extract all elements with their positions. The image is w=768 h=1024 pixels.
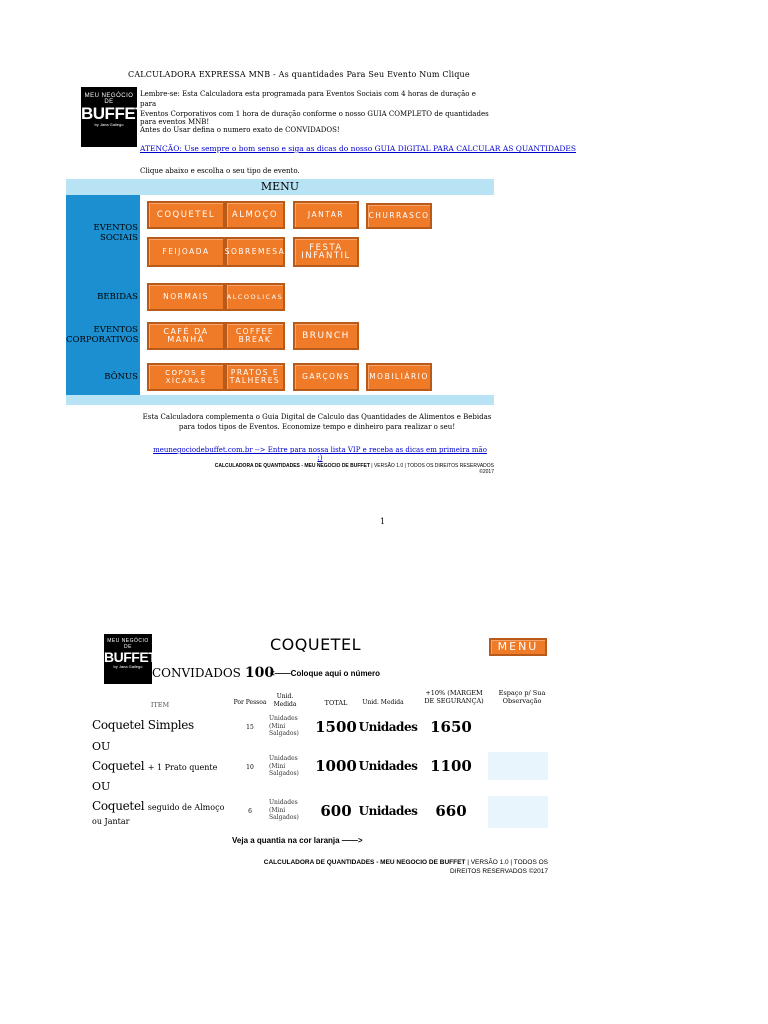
- menu-header: MENU: [66, 179, 494, 195]
- festa-infantil-button[interactable]: FESTA INFANTIL: [293, 237, 359, 267]
- garcons-button[interactable]: GARÇONS: [293, 363, 359, 391]
- section-title: COQUETEL: [270, 635, 361, 654]
- ou-separator: OU: [92, 740, 111, 753]
- unit-measure: Unidades: [358, 759, 418, 773]
- observation-field[interactable]: [488, 752, 548, 780]
- guests-value[interactable]: 100: [244, 665, 275, 681]
- header-observation: Espaço p/ Sua Observação: [498, 689, 546, 705]
- pratos-e-talheres-button[interactable]: PRATOS E TALHERES: [225, 363, 285, 391]
- guests-field[interactable]: CONVIDADOS 100: [152, 665, 275, 681]
- category-bebidas: BEBIDAS: [97, 292, 138, 302]
- category-eventos-corporativos: EVENTOS CORPORATIVOS: [66, 325, 139, 345]
- margin-value: 1650: [430, 718, 472, 736]
- guests-hint: <——Coloque aqui o número: [270, 669, 381, 678]
- hint-text: Veja a quantia na cor laranja ——>: [232, 836, 363, 845]
- feijoada-button[interactable]: FEIJOADA: [147, 237, 225, 267]
- reminder-text: Lembre-se: Esta Calculadora esta programada para Eventos Sociais com 4 horas de duração e para Eventos Corporativos com 1 hora de duração conforme o nosso GUIA COMPLETO de quantidades para eventos MNB! Antes do Usar defina o numero exato de CONVIDADOS!: [140, 90, 489, 134]
- footer: CALCULADORA DE QUANTIDADES - MEU NEGOCIO DE BUFFET | VERSÃO 1.0 | TODOS OS DIREITOS RESERVADOS ©2017: [263, 859, 548, 875]
- unit-text: Unidades (Mini Salgados): [269, 799, 299, 821]
- header-unit: Unid. Medida: [273, 693, 297, 708]
- page-title: CALCULADORA EXPRESSA MNB - As quantidades Para Seu Evento Num Clique: [128, 70, 470, 79]
- mobiliario-button[interactable]: MOBILIÁRIO: [366, 363, 432, 391]
- buffet-logo: MEU NEGÓCIO DE BUFFET by Jana Gallego: [104, 634, 152, 684]
- total-value: 1500: [315, 718, 357, 736]
- item-name: Coquetel seguido de Almoço ou Jantar: [92, 799, 225, 826]
- churrasco-button[interactable]: CHURRASCO: [366, 203, 432, 229]
- category-bonus: BÔNUS: [104, 372, 138, 382]
- menu-footer-bar: [66, 395, 494, 405]
- sobremesa-button[interactable]: SOBREMESA: [225, 237, 285, 267]
- almoco-button[interactable]: ALMOÇO: [225, 201, 285, 229]
- margin-value: 1100: [430, 757, 472, 775]
- item-name: Coquetel Simples: [92, 718, 194, 732]
- coffee-break-button[interactable]: COFFEE BREAK: [225, 322, 285, 350]
- buffet-logo: MEU NEGÓCIO DE BUFFET by Jana Gallego: [81, 87, 137, 147]
- attention-link[interactable]: ATENÇÃO: Use sempre o bom senso e siga as dicas do nosso GUIA DIGITAL PARA CALCULAR AS QUANTIDADES: [140, 144, 577, 153]
- unit-text: Unidades (Mini Salgados): [269, 715, 299, 737]
- header-margin: +10% (MARGEM DE SEGURANÇA): [424, 689, 484, 705]
- brunch-button[interactable]: BRUNCH: [293, 322, 359, 350]
- item-name: Coquetel + 1 Prato quente: [92, 759, 218, 773]
- cafe-da-manha-button[interactable]: CAFÉ DA MANHÃ: [147, 322, 225, 350]
- coquetel-button[interactable]: COQUETEL: [147, 201, 225, 229]
- page-number: 1: [380, 517, 386, 526]
- footer: CALCULADORA DE QUANTIDADES - MEU NEGOCIO DE BUFFET | VERSÃO 1.0 | TODOS OS DIREITOS RESERVADOS ©2017: [214, 463, 494, 475]
- header-total: TOTAL: [324, 699, 348, 707]
- header-per-person: Por Pessoa: [233, 699, 267, 706]
- margin-value: 660: [435, 802, 467, 820]
- per-person-value: 6: [248, 808, 252, 815]
- jantar-button[interactable]: JANTAR: [293, 201, 359, 229]
- unit-measure: Unidades: [358, 804, 418, 818]
- per-person-value: 15: [246, 724, 254, 731]
- per-person-value: 10: [246, 764, 254, 771]
- unit-text: Unidades (Mini Salgados): [269, 755, 299, 777]
- instruction-text: Clique abaixo e escolha o seu tipo de evento.: [140, 167, 300, 175]
- category-eventos-sociais: EVENTOS SOCIAIS: [93, 223, 138, 243]
- observation-field[interactable]: [488, 796, 548, 828]
- total-value: 1000: [315, 757, 357, 775]
- unit-measure: Unidades: [358, 720, 418, 734]
- header-item: ITEM: [150, 701, 170, 709]
- alcoolicas-button[interactable]: ALCOOLICAS: [225, 283, 285, 311]
- ou-separator: OU: [92, 780, 111, 793]
- vip-link[interactable]: meunegociodebuffet.com.br --> Entre para nossa lista VIP e receba as dicas em primeira mão ;): [153, 446, 487, 462]
- copos-e-xicaras-button[interactable]: COPOS E XÍCARAS: [147, 363, 225, 391]
- header-unit-2: Unid. Medida: [362, 699, 404, 706]
- total-value: 600: [320, 802, 352, 820]
- calculator-note: Esta Calculadora complementa o Guia Digital de Calculo das Quantidades de Alimentos e Bebidas para todos tipos de Eventos. Economize tempo e dinheiro para realizar o seu!: [142, 413, 492, 431]
- normais-button[interactable]: NORMAIS: [147, 283, 225, 311]
- menu-button[interactable]: MENU: [489, 638, 547, 656]
